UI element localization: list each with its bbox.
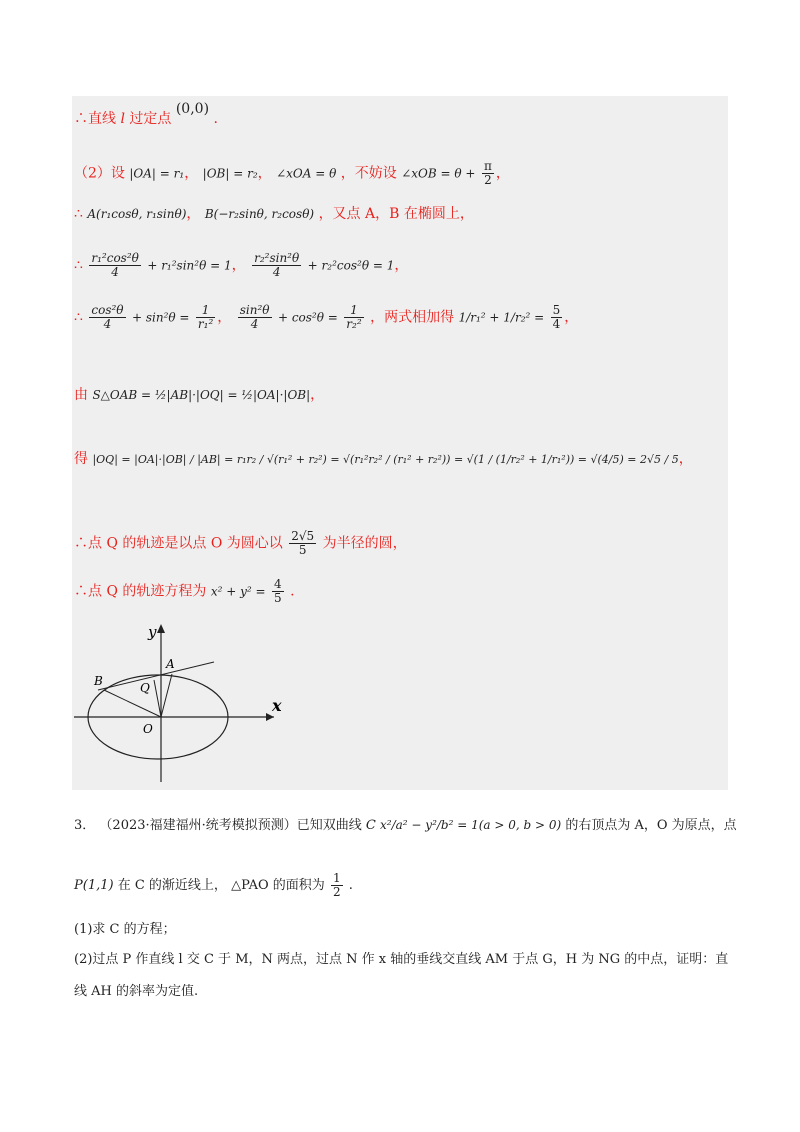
- question-sub-1: (1)求 C 的方程；: [74, 922, 176, 937]
- text: 得: [74, 451, 88, 467]
- text: 为半径的圆，: [322, 535, 407, 552]
- label-a: A: [166, 657, 175, 671]
- segment-oq: [154, 680, 161, 717]
- therefore-symbol: ∴: [74, 206, 83, 222]
- oq-formula: |OQ| = |OA|·|OB| / |AB| = r₁r₂ / √(r₁² + r₂²) = √(r₁²r₂² / (r₁² + r₂²)) = √(1 / (1/r₂² + 1/r₁²)) = √(4/5) = 2√5 / 5: [92, 453, 679, 466]
- fraction-half: $\frac{1}{2}$: [332, 871, 341, 899]
- text: .: [348, 878, 353, 893]
- question-source: （2023·福建福州·统考模拟预测）已知双曲线: [99, 818, 362, 833]
- line-l: [98, 662, 214, 690]
- fraction: $\frac{\text{cos²θ}}{4}$: [91, 303, 124, 331]
- fraction: $\frac{4}{5}$: [274, 577, 282, 605]
- text: ，两式相加得: [370, 309, 455, 326]
- text: △PAO 的面积为: [231, 878, 325, 893]
- question-number: 3．: [74, 818, 96, 833]
- text: 在 C 的渐近线上，: [117, 878, 227, 893]
- text: ，不妨设: [340, 165, 397, 182]
- fraction: $\frac{1}{\text{r₂²}}$: [346, 303, 362, 331]
- segment-oa: [161, 674, 172, 717]
- formula-ob: |OB| = r₂: [202, 166, 258, 181]
- text: ，又点 A，B 在椭圆上，: [318, 206, 474, 222]
- label-o: O: [143, 722, 153, 736]
- var-l: l: [120, 111, 125, 127]
- fraction: $\frac{\text{sin²θ}}{4}$: [239, 303, 270, 331]
- formula: + r₁²sin²θ = 1: [147, 258, 232, 273]
- text: ∴点 Q 的轨迹方程为: [74, 583, 207, 600]
- text: .: [290, 583, 295, 600]
- point-b-coords: B(−r₂sinθ, r₂cosθ): [204, 207, 315, 221]
- question-line-2: [74, 872, 353, 899]
- text: 由: [74, 387, 88, 403]
- text: 过定点: [129, 111, 172, 127]
- question-sub-2-line1: (2)过点 P 作直线 l 交 C 于 M，N 两点，过点 N 作 x 轴的垂线交直线 AM 于点 G，H 为 NG 的中点，证明：直: [74, 952, 729, 967]
- label-x: x: [272, 696, 282, 715]
- solution-line-4: ∴ $\frac{\text{r₁²cos²θ}}{4}$ + r₁²sin²θ = 1， $\frac{\text{r₂²sin²θ}}{4}$ + r₂²cos²θ = 1，: [74, 251, 409, 279]
- area-formula: S△OAB = ½|AB|·|OQ| = ½|OA|·|OB|: [92, 388, 311, 402]
- segment-ob: [104, 690, 161, 717]
- label-y: y: [148, 623, 157, 641]
- therefore-symbol: ∴: [74, 257, 83, 274]
- formula: x² + y² =: [210, 584, 266, 599]
- fraction: $\frac{\text{r₁²cos²θ}}{4}$: [91, 251, 139, 279]
- formula-angle: ∠xOA = θ: [276, 166, 337, 181]
- therefore-symbol: ∴: [74, 309, 83, 326]
- formula: 1/r₁² + 1/r₂² =: [458, 310, 545, 325]
- formula: + cos²θ =: [277, 310, 338, 325]
- text: 的右顶点为 A，O 为原点，点: [565, 818, 737, 833]
- solution-line-3: ∴ A(r₁cosθ, r₁sinθ)， B(−r₂sinθ, r₂cosθ) ，又点 A，B 在椭圆上，: [74, 206, 474, 222]
- formula-oa: |OA| = r₁: [129, 166, 185, 181]
- solution-line-5: ∴ $\frac{\text{cos²θ}}{4}$ + sin²θ = $\frac{1}{\text{r₁²}}$ ， $\frac{\text{sin²θ}}{4}$ + cos²θ = $\frac{1}{\text{r₂²}}$ ，两式相加得 1/r₁² + 1/r₂² = $\frac{5}{4}$ ，: [74, 303, 579, 331]
- fraction-radius: $\frac{2√5}{5}$: [291, 529, 315, 557]
- fraction: $\frac{\text{r₂²sin²θ}}{4}$: [254, 251, 300, 279]
- part-label: （2）设: [74, 165, 125, 182]
- y-axis-arrow: [157, 624, 165, 633]
- question-line-1: [74, 814, 737, 833]
- solution-line-1: [74, 101, 218, 128]
- text: .: [213, 111, 218, 127]
- hyperbola-equation: x²/a² − y²/b² = 1(a > 0, b > 0): [380, 818, 562, 832]
- fraction-pi-2: $\frac{\pi}{2}$: [483, 159, 492, 187]
- solution-line-8: [74, 530, 407, 557]
- solution-line-6: 由 S△OAB = ½|AB|·|OQ| = ½|OA|·|OB|，: [74, 387, 325, 403]
- text: ∴点 Q 的轨迹是以点 O 为圆心以: [74, 535, 283, 552]
- formula-angle2: ∠xOB = θ +: [401, 166, 476, 181]
- formula: + r₂²cos²θ = 1: [307, 258, 395, 273]
- curve-c: C: [365, 818, 376, 833]
- text: ∴直线: [74, 111, 116, 127]
- formula: + sin²θ =: [131, 310, 190, 325]
- point-a-coords: A(r₁cosθ, r₁sinθ): [87, 207, 187, 221]
- ellipse-diagram: [74, 620, 294, 785]
- solution-line-9: [74, 578, 295, 605]
- point-p: P(1,1): [74, 878, 114, 893]
- fraction: $\frac{5}{4}$: [552, 303, 561, 331]
- point-origin: (0,0): [175, 101, 210, 117]
- solution-line-7: 得 |OQ| = |OA|·|OB| / |AB| = r₁r₂ / √(r₁² + r₂²) = √(r₁²r₂² / (r₁² + r₂²)) = √(1 / (1/r₂² + 1/r₁²)) = √(4/5) = 2√5 / 5，: [74, 451, 693, 467]
- solution-line-2: （2）设 |OA| = r₁， |OB| = r₂， ∠xOA = θ ，不妨设 ∠xOB = θ + $\frac{\pi}{2}$ ，: [74, 159, 510, 187]
- question-sub-2-line2: 线 AH 的斜率为定值.: [74, 984, 199, 999]
- fraction: $\frac{1}{\text{r₁²}}$: [197, 303, 214, 331]
- label-q: Q: [140, 681, 150, 695]
- label-b: B: [94, 674, 103, 688]
